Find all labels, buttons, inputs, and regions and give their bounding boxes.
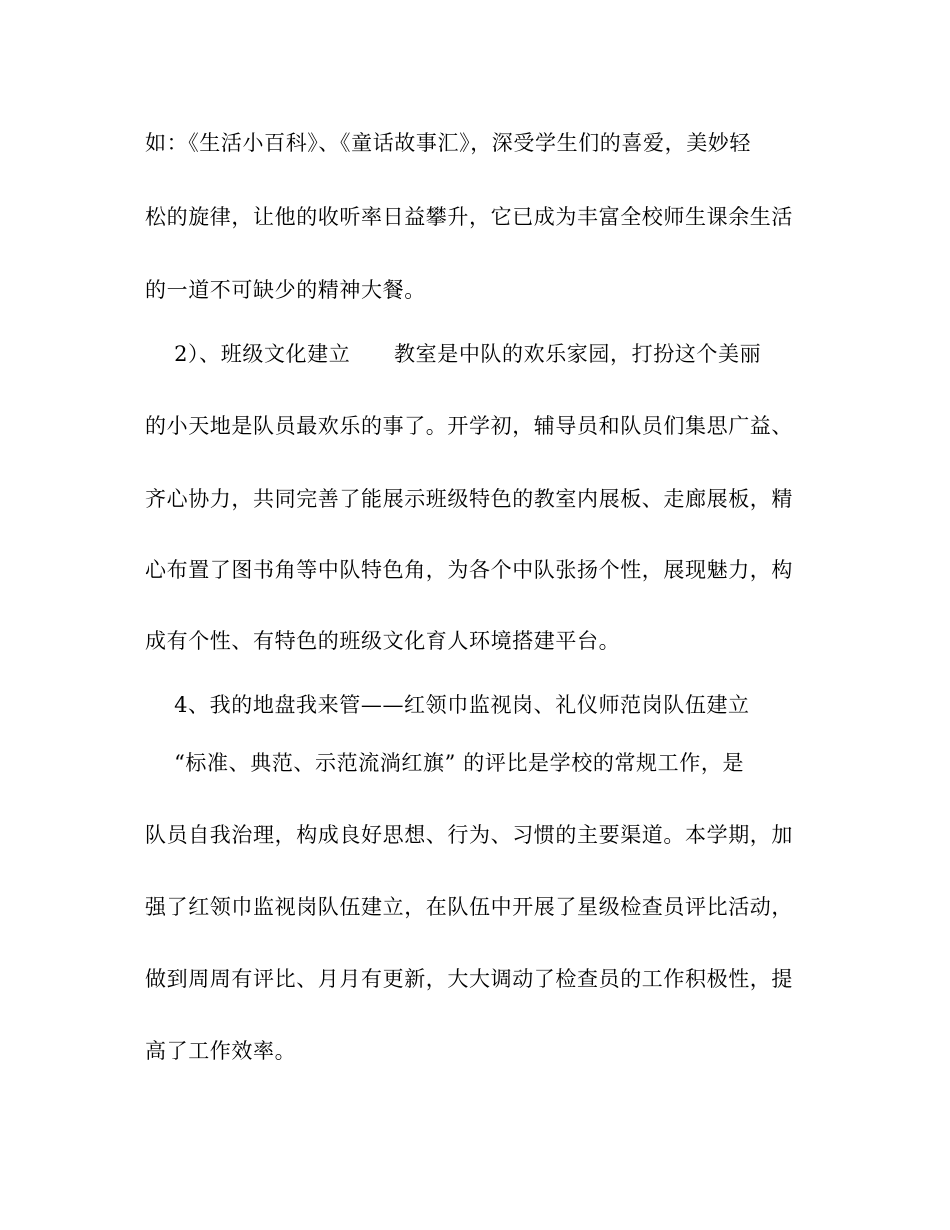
text-line: “标准、典范、示范流淌红旗” 的评比是学校的常规工作，是 — [145, 751, 745, 775]
text-line: 成有个性、有特色的班级文化育人环境搭建平台。 — [145, 629, 621, 653]
text-line: 如：《生活小百科》、《童话故事汇》，深受学生们的喜爱，美妙轻 — [145, 131, 751, 155]
text-line: 队员自我治理，构成良好思想、行为、习惯的主要渠道。本学期，加 — [145, 823, 793, 847]
text-line: 松的旋律，让他的收听率日益攀升，它已成为丰富全校师生课余生活 — [145, 205, 793, 229]
text-line: 做到周周有评比、月月有更新，大大调动了检查员的工作积极性，提 — [145, 967, 793, 991]
text-line: 高了工作效率。 — [145, 1039, 297, 1063]
text-line: 心布置了图书角等中队特色角，为各个中队张扬个性，展现魅力，构 — [145, 558, 793, 582]
text-line: 2）、班级文化建立 教室是中队的欢乐家园，打扮这个美丽 — [145, 342, 762, 366]
text-line: 的小天地是队员最欢乐的事了。开学初，辅导员和队员们集思广益、 — [145, 414, 793, 438]
text-line: 的一道不可缺少的精神大餐。 — [145, 278, 426, 302]
text-line: 强了红领巾监视岗队伍建立，在队伍中开展了星级检查员评比活动， — [145, 895, 793, 919]
text-line: 齐心协力，共同完善了能展示班级特色的教室内展板、走廊展板，精 — [145, 487, 793, 511]
section-heading: 4、我的地盘我来管——红领巾监视岗、礼仪师范岗队伍建立 — [145, 693, 750, 717]
